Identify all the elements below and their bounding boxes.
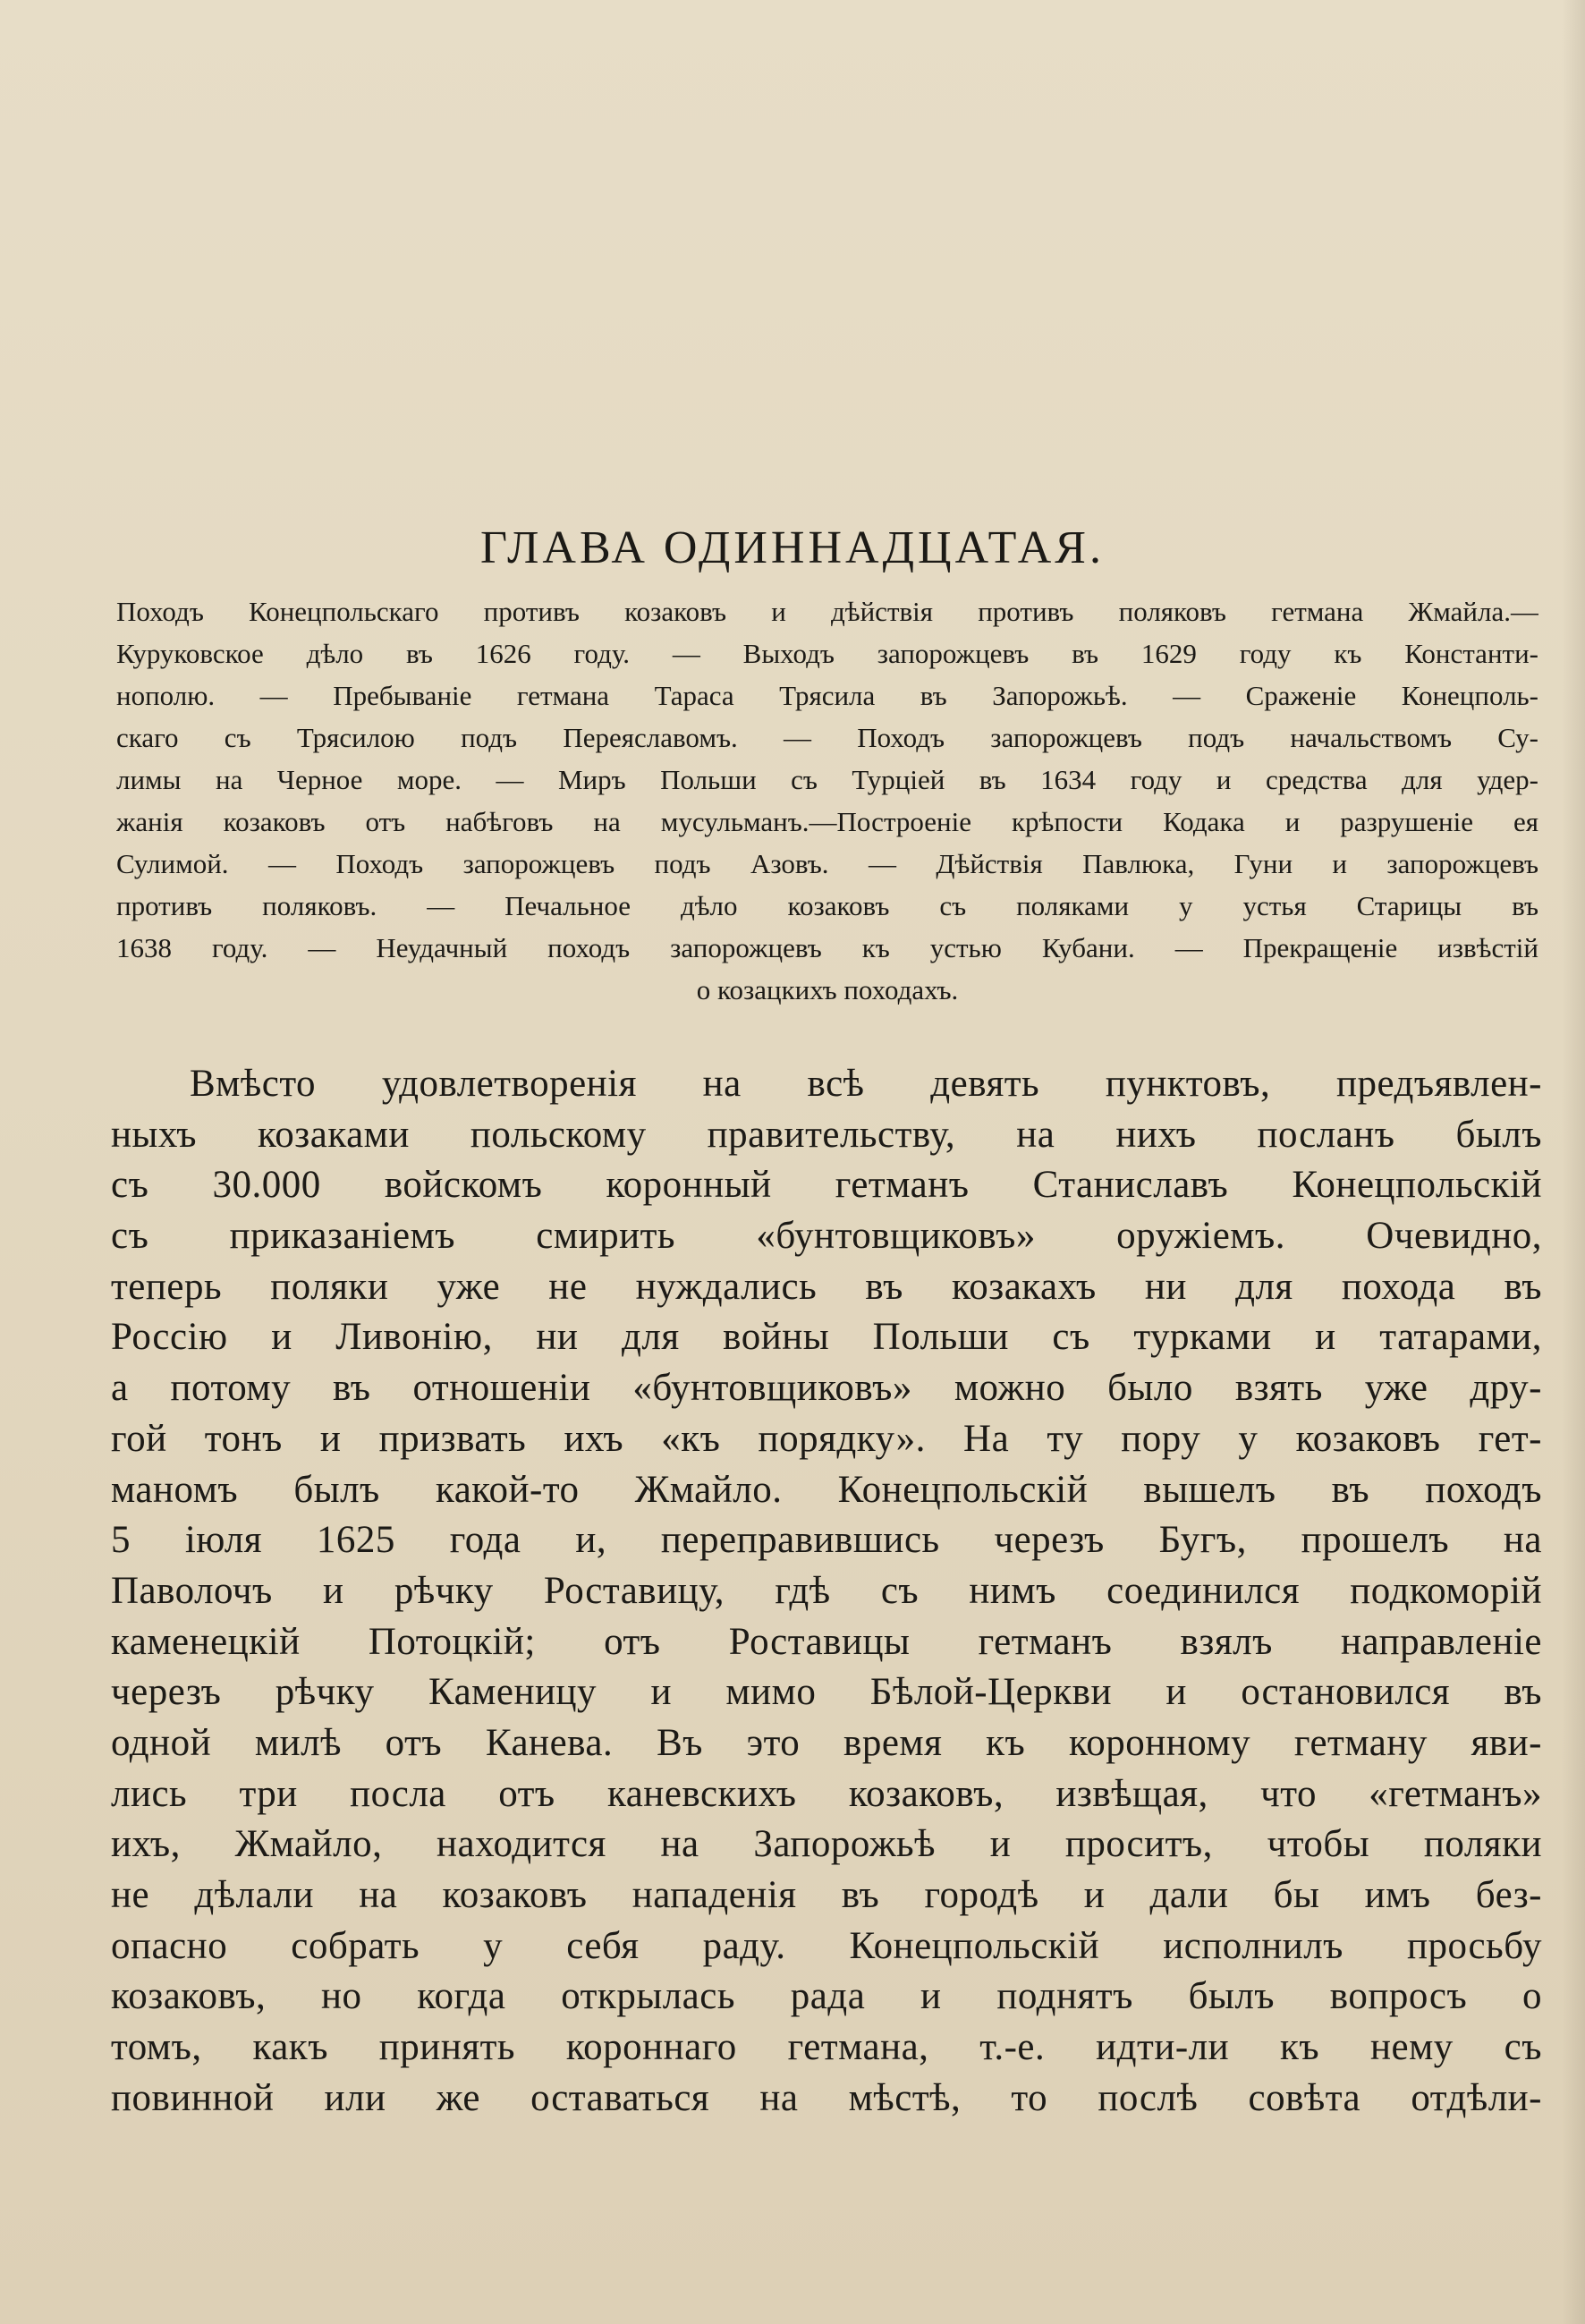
chapter-title: ГЛАВА ОДИННАДЦАТАЯ. xyxy=(480,522,1105,573)
bleed-through-page-number xyxy=(0,36,1585,81)
summary-line: о козацкихъ походахъ. xyxy=(696,974,959,1005)
body-paragraph xyxy=(111,1059,1542,2124)
summary-line: нополю. — Пребываніе гетмана Тараса Трясила въ Запорожьѣ. — Сраженіе Конецполь- xyxy=(116,680,1538,711)
summary-line: скаго съ Трясилою подъ Переяславомъ. — Походъ запорожцевъ подъ начальствомъ Су- xyxy=(116,722,1538,753)
body-line: не дѣлали на козаковъ нападенія въ городѣ и дали бы имъ без- xyxy=(111,1874,1542,1916)
body-line: 5 іюля 1625 года и, переправившись черезъ Бугъ, прошелъ на xyxy=(111,1519,1542,1562)
body-line: съ приказаніемъ смирить «бунтовщиковъ» оружіемъ. Очевидно, xyxy=(111,1215,1542,1258)
body-line: Вмѣсто удовлетворенія на всѣ девять пунктовъ, предъявлен- xyxy=(190,1063,1542,1105)
body-line: ихъ, Жмайло, находится на Запорожьѣ и проситъ, чтобы поляки xyxy=(111,1823,1542,1866)
bleed-through-text xyxy=(134,143,1547,195)
page-gutter-shadow xyxy=(1562,0,1585,2324)
body-line: Россію и Ливонію, ни для войны Польши съ турками и татарами, xyxy=(111,1316,1542,1359)
summary-line: жанія козаковъ отъ набѣговъ на мусульманъ.—Построеніе крѣпости Кодака и разрушеніе ея xyxy=(116,806,1538,837)
body-line: опасно собрать у себя раду. Конецпольскій исполнилъ просьбу xyxy=(111,1924,1542,1967)
body-line: а потому въ отношеніи «бунтовщиковъ» можно было взять уже дру- xyxy=(111,1367,1542,1410)
body-line: теперь поляки уже не нуждались въ козакахъ ни для похода въ xyxy=(111,1265,1542,1308)
summary-line: Походъ Конецпольскаго противъ козаковъ и дѣйствія противъ поляковъ гетмана Жмайла.— xyxy=(116,596,1538,627)
body-line: томъ, какъ принять короннаго гетмана, т.-е. идти-ли къ нему съ xyxy=(111,2026,1542,2069)
summary-line: Куруковское дѣло въ 1626 году. — Выходъ запорожцевъ въ 1629 году къ Константи- xyxy=(116,638,1538,669)
body-line: ныхъ козаками польскому правительству, на нихъ посланъ былъ xyxy=(111,1113,1542,1156)
summary-line: 1638 году. — Неудачный походъ запорожцевъ къ устью Кубани. — Прекращеніе извѣстій xyxy=(116,932,1538,963)
body-line: одной милѣ отъ Канева. Въ это время къ коронному гетману яви- xyxy=(111,1721,1542,1764)
body-line: каменецкій Потоцкій; отъ Роставицы гетманъ взялъ направленіе xyxy=(111,1620,1542,1663)
body-line: съ 30.000 войскомъ коронный гетманъ Станиславъ Конецпольскій xyxy=(111,1164,1542,1207)
body-line: гой тонъ и призвать ихъ «къ порядку». На ту пору у козаковъ гет- xyxy=(111,1417,1542,1460)
summary-line: противъ поляковъ. — Печальное дѣло козаковъ съ поляками у устья Старицы въ xyxy=(116,890,1538,921)
body-line: повинной или же оставаться на мѣстѣ, то послѣ совѣта отдѣли- xyxy=(111,2076,1542,2119)
chapter-summary xyxy=(116,590,1538,1011)
body-line: Паволочъ и рѣчку Роставицу, гдѣ съ нимъ соединился подкоморій xyxy=(111,1569,1542,1612)
summary-line: лимы на Черное море. — Миръ Польши съ Турціей въ 1634 году и средства для удер- xyxy=(116,764,1538,795)
summary-line: Сулимой. — Походъ запорожцевъ подъ Азовъ. — Дѣйствія Павлюка, Гуни и запорожцевъ xyxy=(116,848,1538,879)
body-line: козаковъ, но когда открылась рада и поднятъ былъ вопросъ о xyxy=(111,1975,1542,2018)
body-line: черезъ рѣчку Каменицу и мимо Бѣлой-Церкви и остановился въ xyxy=(111,1671,1542,1714)
body-line: маномъ былъ какой-то Жмайло. Конецпольскій вышелъ въ походъ xyxy=(111,1468,1542,1511)
body-line: лись три посла отъ каневскихъ козаковъ, извѣщая, что «гетманъ» xyxy=(111,1772,1542,1815)
